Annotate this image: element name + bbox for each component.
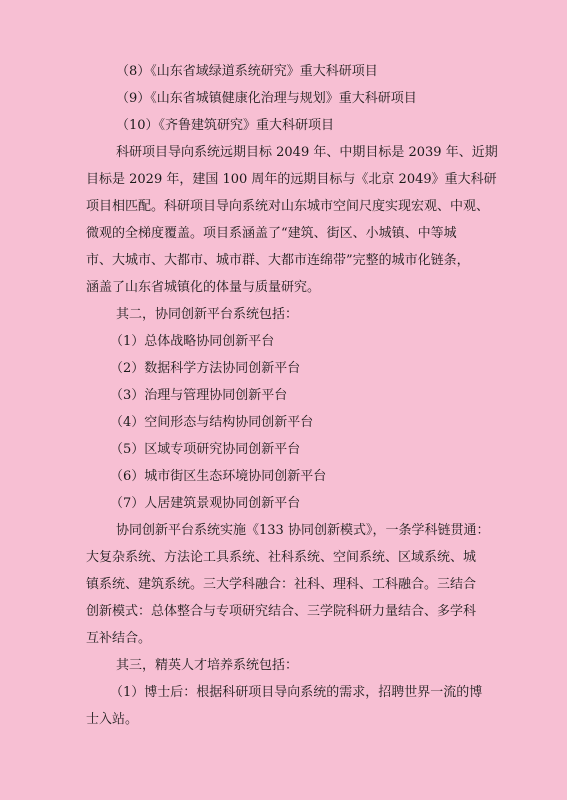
paragraph-line: 士入站。 — [86, 712, 139, 727]
project-item: （8）《山东省域绿道系统研究》重大科研项目 — [116, 64, 378, 79]
platform-item: （7）人居建筑景观协同创新平台 — [110, 496, 301, 511]
paragraph-line: 目标是 2029 年，建国 100 周年的远期目标与《北京 2049》重大科研 — [86, 172, 497, 187]
paragraph-line: （1）博士后：根据科研项目导向系统的需求，招聘世界一流的博 — [110, 685, 483, 700]
paragraph-line: 协同创新平台系统实施《133 协同创新模式》，一条学科链贯通： — [116, 523, 490, 538]
platform-item: （3）治理与管理协同创新平台 — [110, 388, 288, 403]
paragraph-line: 大复杂系统、方法论工具系统、社科系统、空间系统、区域系统、城 — [86, 550, 477, 565]
platform-item: （2）数据科学方法协同创新平台 — [110, 361, 301, 376]
platform-item: （4）空间形态与结构协同创新平台 — [110, 415, 314, 430]
paragraph-line: 市、大城市、大都市、城市群、大都市连绵带”完整的城市化链条， — [86, 253, 470, 268]
section-heading: 其二，协同创新平台系统包括： — [116, 307, 299, 322]
paragraph-line: 互补结合。 — [86, 631, 152, 646]
platform-item: （6）城市街区生态环境协同创新平台 — [110, 469, 327, 484]
project-item: （10）《齐鲁建筑研究》重大科研项目 — [116, 118, 335, 133]
platform-item: （1）总体战略协同创新平台 — [110, 334, 275, 349]
section-heading: 其三，精英人才培养系统包括： — [116, 658, 299, 673]
paragraph-line: 微观的全梯度覆盖。项目系涵盖了“建筑、街区、小城镇、中等城 — [86, 226, 457, 241]
paragraph-line: 项目相匹配。科研项目导向系统对山东城市空间尺度实现宏观、中观、 — [86, 199, 490, 214]
paragraph-line: 涵盖了山东省城镇化的体量与质量研究。 — [86, 280, 321, 295]
paragraph-line: 创新模式：总体整合与专项研究结合、三学院科研力量结合、多学科 — [86, 604, 477, 619]
project-item: （9）《山东省城镇健康化治理与规划》重大科研项目 — [116, 91, 417, 106]
paragraph-line: 镇系统、建筑系统。三大学科融合：社科、理科、工科融合。三结合 — [86, 577, 477, 592]
platform-item: （5）区域专项研究协同创新平台 — [110, 442, 301, 457]
paragraph-line: 科研项目导向系统远期目标 2049 年、中期目标是 2039 年、近期 — [116, 145, 498, 160]
